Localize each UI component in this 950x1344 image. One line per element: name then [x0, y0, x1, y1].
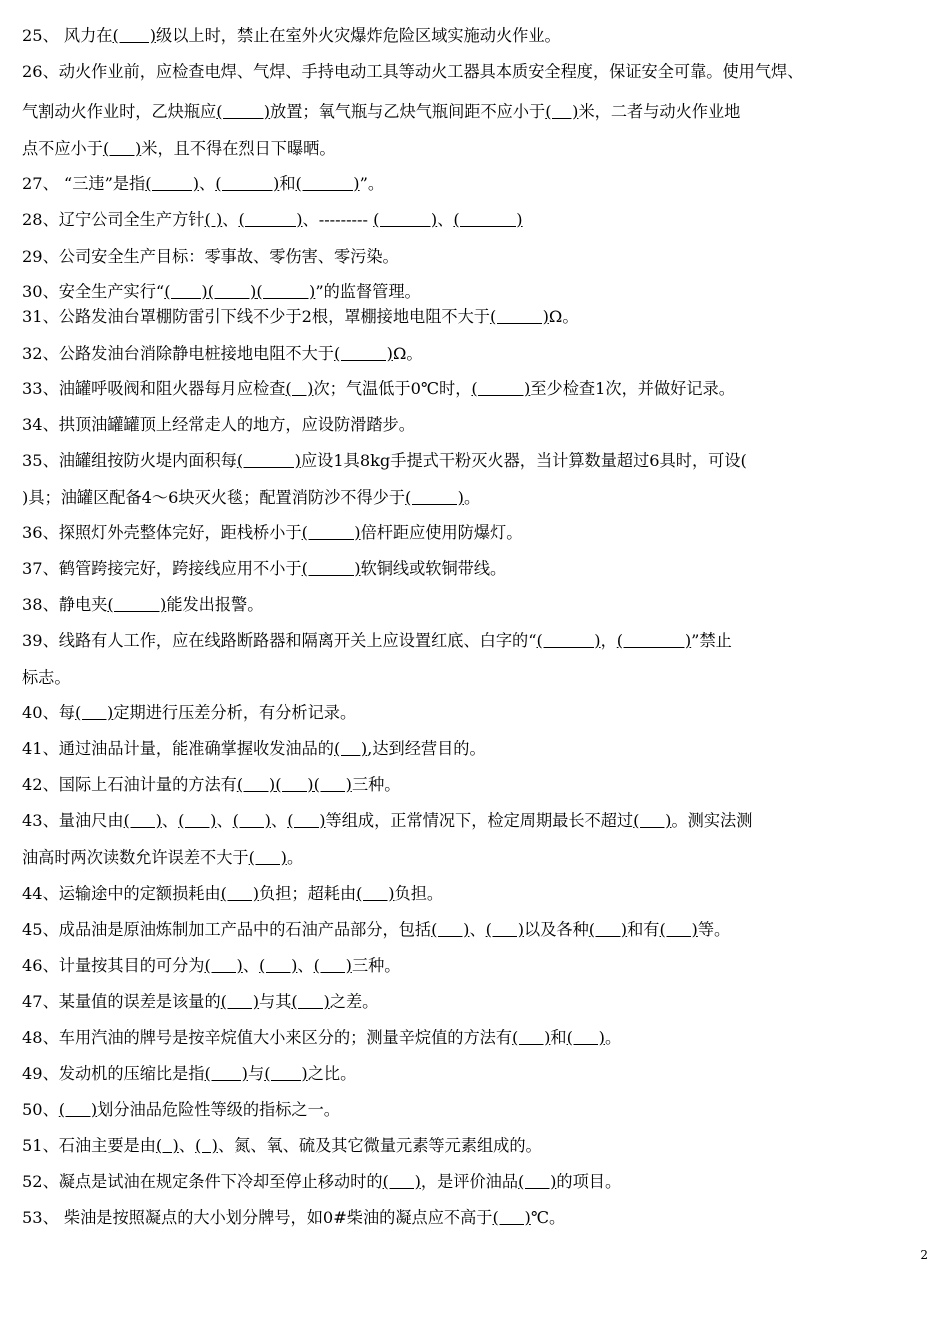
- question-line: )具；油罐区配备4～6块灭火毯；配置消防沙不得少于( )。: [22, 488, 481, 507]
- blank-field: ( ): [216, 102, 271, 121]
- blank-field: ( ): [195, 1136, 218, 1155]
- blank-field: ( ): [333, 344, 393, 363]
- blank-field: ( ): [107, 595, 167, 614]
- question-line: 标志。: [22, 668, 71, 687]
- blank-field: ( ): [256, 282, 316, 301]
- blank-field: ( ): [207, 282, 257, 301]
- blank-field: ( ): [259, 956, 298, 975]
- question-line: 37、鹤管跨接完好，跨接线应用不小于( )软铜线或软铜带线。: [22, 559, 507, 578]
- question-line: 46、计量按其目的可分为( )、( )、( )三种。: [22, 956, 401, 975]
- blank-field: ( ): [291, 992, 330, 1011]
- page-number: 2: [920, 1248, 928, 1262]
- question-line: 47、某量值的误差是该量的( )与其( )之差。: [22, 992, 379, 1011]
- question-line: 点不应小于( )米，且不得在烈日下曝晒。: [22, 139, 336, 158]
- question-line: 38、静电夹( )能发出报警。: [22, 595, 264, 614]
- blank-field: ( ): [313, 956, 352, 975]
- question-line: 45、成品油是原油炼制加工产品中的石油产品部分，包括( )、( )以及各种( )和有( )等。: [22, 920, 731, 939]
- blank-field: ( ): [248, 848, 287, 867]
- blank-field: ( ): [536, 631, 601, 650]
- blank-field: ( ): [566, 1028, 605, 1047]
- question-line: 气割动火作业时，乙炔瓶应( )放置；氧气瓶与乙炔气瓶间距不应小于( )米，二者与动火作业地: [22, 102, 741, 121]
- question-line: 油高时两次读数允许误差不大于( )。: [22, 848, 304, 867]
- blank-field: ( ): [633, 811, 672, 830]
- question-line: 52、凝点是试油在规定条件下冷却至停止移动时的( )，是评价油品( )的项目。: [22, 1172, 622, 1191]
- blank-field: ( ): [232, 811, 271, 830]
- blank-field: ( ): [373, 210, 438, 229]
- question-line: 40、每( )定期进行压差分析，有分析记录。: [22, 703, 357, 722]
- question-line: 34、拱顶油罐罐顶上经常走人的地方，应设防滑踏步。: [22, 415, 415, 434]
- question-line: 25、 风力在( )级以上时，禁止在室外火灾爆炸危险区域实施动火作业。: [22, 26, 561, 45]
- question-line: 31、公路发油台罩棚防雷引下线不少于2根，罩棚接地电阻不大于( )Ω。: [22, 307, 579, 326]
- blank-field: ( ): [295, 174, 360, 193]
- blank-field: ( ): [58, 1100, 98, 1119]
- blank-field: ( ): [356, 884, 395, 903]
- blank-field: ( ): [220, 884, 260, 903]
- blank-field: ( ): [512, 1028, 551, 1047]
- blank-field: ( ): [616, 631, 692, 650]
- blank-field: ( ): [204, 210, 223, 229]
- question-line: 33、油罐呼吸阀和阻火器每月应检查( )次；气温低于0℃时，( )至少检查1次，并做好记录。: [22, 379, 735, 398]
- blank-field: ( ): [301, 559, 361, 578]
- blank-field: ( ): [545, 102, 579, 121]
- blank-field: ( ): [453, 210, 523, 229]
- blank-field: ( ): [489, 307, 549, 326]
- blank-field: ( ): [145, 174, 200, 193]
- blank-field: ( ): [492, 1208, 531, 1227]
- blank-field: ( ): [659, 920, 698, 939]
- question-line: 41、通过油品计量，能准确掌握收发油品的( ),达到经营目的。: [22, 739, 486, 758]
- blank-field: ( ): [215, 174, 280, 193]
- blank-field: ( ): [238, 210, 303, 229]
- blank-field: ( ): [313, 775, 352, 794]
- blank-field: ( ): [204, 956, 243, 975]
- question-line: 26、动火作业前，应检查电焊、气焊、手持电动工具等动火工器具本质安全程度，保证安全可靠。使用气焊、: [22, 62, 804, 81]
- blank-field: ( ): [588, 920, 628, 939]
- blank-field: ( ): [204, 1064, 248, 1083]
- question-line: 44、运输途中的定额损耗由( )负担；超耗由( )负担。: [22, 884, 444, 903]
- blank-field: ( ): [301, 523, 361, 542]
- question-line: 49、发动机的压缩比是指( )与( )之比。: [22, 1064, 357, 1083]
- question-line: 53、 柴油是按照凝点的大小划分牌号，如0#柴油的凝点应不高于( )℃。: [22, 1208, 566, 1227]
- blank-field: ( ): [164, 282, 208, 301]
- question-line: 43、量油尺由( )、( )、( )、( )等组成，正常情况下，检定周期最长不超过( )。测实法测: [22, 811, 753, 830]
- question-line: 32、公路发油台消除静电桩接地电阻不大于( )Ω。: [22, 344, 423, 363]
- blank-field: ( ): [275, 775, 314, 794]
- blank-field: ( ): [405, 488, 464, 507]
- blank-field: ( ): [236, 775, 276, 794]
- blank-field: ( ): [471, 379, 531, 398]
- blank-field: ( ): [155, 1136, 179, 1155]
- question-line: 29、公司安全生产目标：零事故、零伤害、零污染。: [22, 247, 399, 266]
- blank-field: ( ): [382, 1172, 421, 1191]
- blank-field: ( ): [74, 703, 114, 722]
- question-line: 36、探照灯外壳整体完好，距栈桥小于( )倍杆距应使用防爆灯。: [22, 523, 523, 542]
- question-line: 48、车用汽油的牌号是按辛烷值大小来区分的；测量辛烷值的方法有( )和( )。: [22, 1028, 622, 1047]
- blank-field: ( ): [431, 920, 470, 939]
- blank-field: ( ): [102, 139, 142, 158]
- question-line: 35、油罐组按防火堤内面积每( )应设1具8kg手提式干粉灭火器，当计算数量超过6具时，可设(: [22, 451, 747, 470]
- blank-field: ( ): [112, 26, 157, 45]
- question-line: 42、国际上石油计量的方法有( )( )( )三种。: [22, 775, 401, 794]
- blank-field: ( ): [264, 1064, 308, 1083]
- blank-field: ( ): [285, 379, 314, 398]
- blank-field: ( ): [178, 811, 217, 830]
- question-line: 27、 “三违”是指( )、( )和( )”。: [22, 174, 385, 193]
- question-line: 30、安全生产实行“( )( )( )”的监督管理。: [22, 282, 421, 301]
- blank-field: ( ): [236, 451, 301, 470]
- question-line: 39、线路有人工作，应在线路断路器和隔离开关上应设置红底、白字的“( )，( )”禁止: [22, 631, 732, 650]
- blank-field: ( ): [333, 739, 368, 758]
- blank-field: ( ): [287, 811, 326, 830]
- question-line: 28、辽宁公司全生产方针( )、( )、--------- ( )、( ): [22, 210, 523, 229]
- question-line: 51、石油主要是由( )、( )、氮、氧、硫及其它微量元素等元素组成的。: [22, 1136, 542, 1155]
- blank-field: ( ): [518, 1172, 557, 1191]
- blank-field: ( ): [485, 920, 525, 939]
- blank-field: ( ): [123, 811, 162, 830]
- blank-field: ( ): [220, 992, 260, 1011]
- question-line: 50、( )划分油品危险性等级的指标之一。: [22, 1100, 340, 1119]
